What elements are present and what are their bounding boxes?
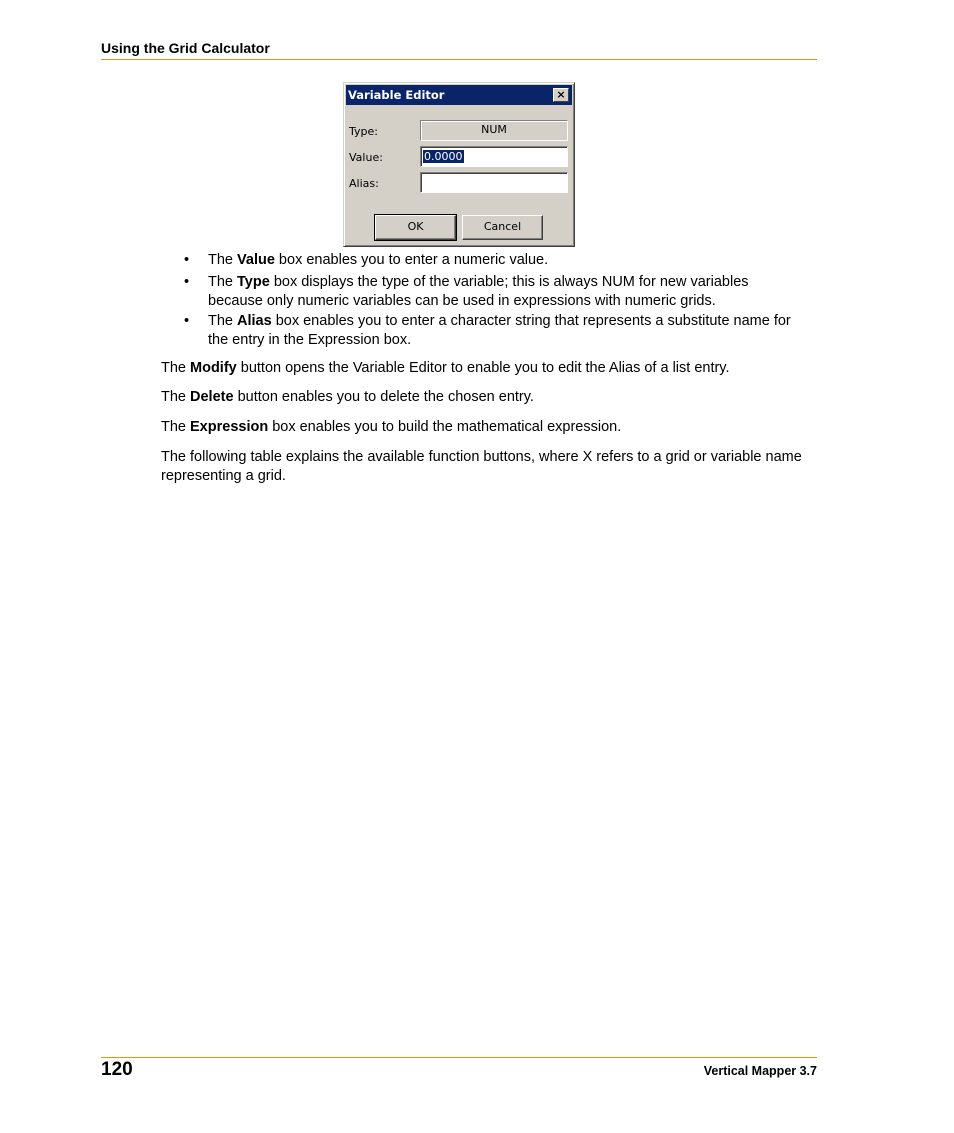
text-run: The <box>161 360 191 376</box>
paragraph <box>161 448 821 486</box>
bold-term: Modify <box>190 360 237 376</box>
text-run: The <box>208 274 238 290</box>
text-run: The <box>208 252 238 268</box>
text-run: The following table explains the available function buttons, where X refers to a grid or variable name representing a grid. <box>161 449 802 484</box>
bold-term: Expression <box>190 419 269 435</box>
text-run: The <box>208 313 238 329</box>
text-run: The <box>161 389 191 405</box>
bold-term: Type <box>237 274 270 290</box>
running-header: Using the Grid Calculator <box>101 40 270 56</box>
bullet-item <box>208 312 813 350</box>
text-run: box enables you to enter a character string that represents a substitute name for the entry in the Expression box. <box>208 313 791 348</box>
paragraph <box>161 388 821 407</box>
bullet-marker: • <box>184 252 190 268</box>
alias-label: Alias: <box>349 177 379 190</box>
bullet-item <box>208 273 768 311</box>
header-rule <box>101 59 817 60</box>
bold-term: Delete <box>190 389 234 405</box>
bold-term: Value <box>237 252 275 268</box>
dialog-title: Variable Editor <box>348 88 445 102</box>
type-field: NUM <box>420 120 568 141</box>
bold-term: Alias <box>237 313 272 329</box>
footer-rule <box>101 1057 817 1058</box>
paragraph <box>161 418 821 437</box>
footer-doc-title: Vertical Mapper 3.7 <box>703 1064 817 1078</box>
text-run: button opens the Variable Editor to enable you to edit the Alias of a list entry. <box>236 360 730 376</box>
alias-field[interactable] <box>420 172 568 193</box>
text-run: box enables you to build the mathematical expression. <box>268 419 622 435</box>
ok-button[interactable]: OK <box>375 215 456 240</box>
bullet-marker: • <box>184 313 190 329</box>
bullet-marker: • <box>184 274 190 290</box>
text-run: box displays the type of the variable; this is always NUM for new variables because only numeric variables can be used in expressions with numeric grids. <box>208 274 749 309</box>
type-label: Type: <box>349 125 378 138</box>
value-selected-text: 0.0000 <box>424 150 463 163</box>
text-run: The <box>161 419 191 435</box>
close-icon[interactable]: × <box>553 88 569 102</box>
variable-editor-dialog <box>343 82 575 247</box>
paragraph <box>161 359 821 378</box>
dialog-titlebar[interactable] <box>346 85 572 105</box>
cancel-button[interactable]: Cancel <box>462 215 543 240</box>
value-field[interactable] <box>420 146 568 167</box>
text-run: box enables you to enter a numeric value. <box>274 252 549 268</box>
text-run: button enables you to delete the chosen entry. <box>233 389 534 405</box>
value-label: Value: <box>349 151 383 164</box>
bullet-item <box>208 251 818 270</box>
page-number: 120 <box>101 1059 133 1080</box>
